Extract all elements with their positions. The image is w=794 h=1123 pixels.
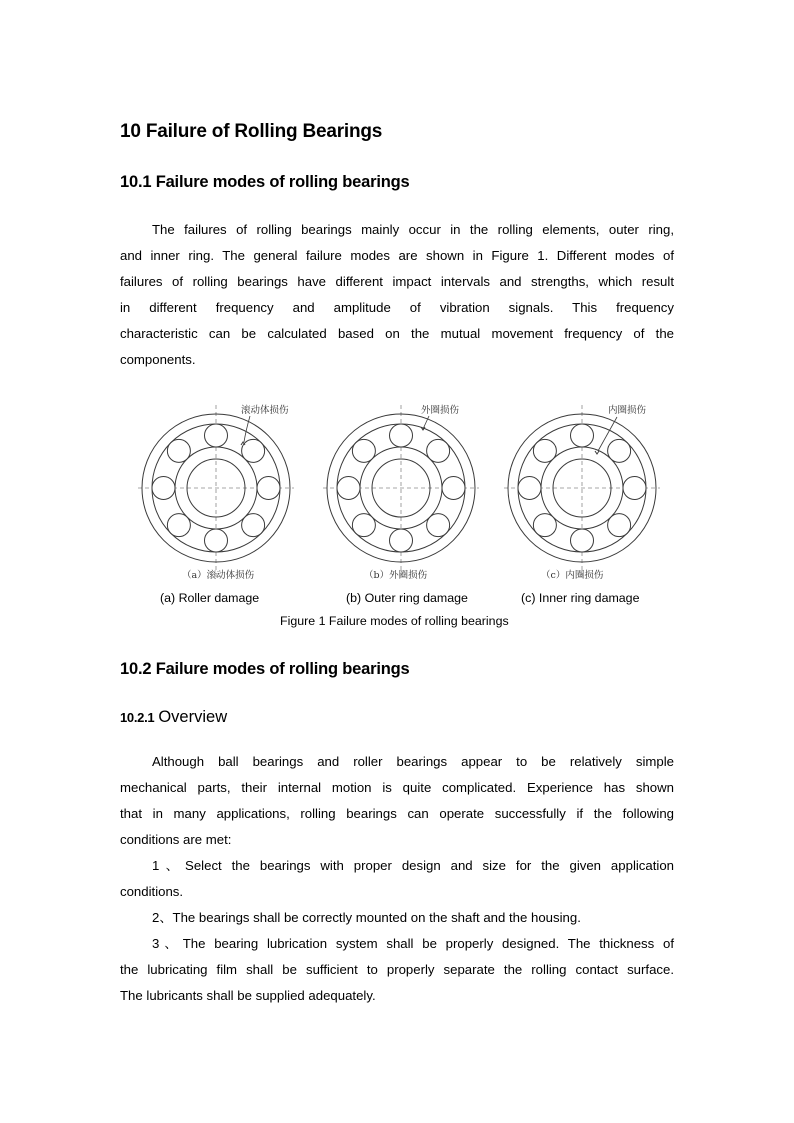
rolling-element	[533, 439, 556, 462]
inner-ring-bore	[187, 459, 245, 517]
subsection-number: 10.2.1	[120, 710, 155, 725]
list-item-1: 1、Select the bearings with proper design and size for the given application	[152, 858, 674, 873]
inner-ring-bore	[372, 459, 430, 517]
text-line: characteristic can be calculated based on the mutual movement frequency of the	[120, 326, 674, 341]
rolling-element	[242, 514, 265, 537]
list-item-1-continuation: conditions.	[120, 884, 184, 899]
list-item-3-continuation: The lubricants shall be supplied adequately.	[120, 988, 376, 1003]
rolling-element	[623, 477, 646, 500]
rolling-element	[205, 424, 228, 447]
text-line: mechanical parts, their internal motion is quite complicated. Experience has shown	[120, 780, 674, 795]
text-line: conditions are met:	[120, 832, 232, 847]
inner-ring-raceway	[175, 447, 257, 529]
section-heading-10-2: 10.2 Failure modes of rolling bearings	[120, 660, 410, 678]
list-item-3-continuation: the lubricating film shall be sufficient to properly separate the rolling contact surface.	[120, 962, 674, 977]
rolling-element	[608, 514, 631, 537]
rolling-element	[352, 514, 375, 537]
rolling-element	[533, 514, 556, 537]
rolling-element	[571, 424, 594, 447]
outer-ring-outer-edge	[508, 414, 656, 562]
panel-caption-a: (a) Roller damage	[160, 591, 260, 605]
inner-ring-raceway	[360, 447, 442, 529]
text-line: components.	[120, 352, 196, 367]
callout-label-roller-damage: 滚动体损伤	[241, 405, 289, 416]
list-item-3: 3、The bearing lubrication system shall be properly designed. The thickness of	[152, 936, 674, 951]
text-line: that in many applications, rolling bearings can operate successfully if the following	[120, 806, 674, 821]
rolling-element	[167, 514, 190, 537]
inner-ring-damage-notch	[595, 451, 599, 454]
roller-damage-notch	[241, 442, 245, 445]
rolling-element	[427, 439, 450, 462]
figure-caption: Figure 1 Failure modes of rolling bearings	[280, 614, 509, 628]
rolling-element	[205, 529, 228, 552]
rolling-element	[337, 477, 360, 500]
text-line: Although ball bearings and roller bearings appear to be relatively simple	[152, 754, 674, 769]
sub-caption-cn-c: （c）内圈损伤	[541, 570, 604, 581]
outer-ring-raceway	[518, 424, 646, 552]
subsection-title: Overview	[158, 708, 228, 726]
rolling-element	[152, 477, 175, 500]
sub-caption-cn-b: （b）外圈损伤	[364, 570, 428, 581]
paragraph-failure-intro	[120, 217, 674, 373]
panel-caption-b: (b) Outer ring damage	[346, 591, 468, 605]
rolling-element	[518, 477, 541, 500]
outer-ring-outer-edge	[142, 414, 290, 562]
subsection-heading-10-2-1	[120, 708, 227, 727]
inner-ring-bore	[553, 459, 611, 517]
rolling-element	[167, 439, 190, 462]
list-item-2: 2、The bearings shall be correctly mounted on the shaft and the housing.	[152, 910, 581, 925]
inner-ring-damage-leader-line	[598, 417, 617, 451]
outer-ring-raceway	[152, 424, 280, 552]
roller-damage-leader-line	[244, 416, 250, 442]
rolling-element	[352, 439, 375, 462]
rolling-element	[257, 477, 280, 500]
text-line: in different frequency and amplitude of vibration signals. This frequency	[120, 300, 674, 315]
callout-label-inner-ring-damage: 内圈损伤	[608, 405, 647, 416]
rolling-element	[608, 439, 631, 462]
rolling-element	[571, 529, 594, 552]
callout-label-outer-ring-damage: 外圈损伤	[421, 405, 460, 416]
rolling-element	[442, 477, 465, 500]
inner-ring-raceway	[541, 447, 623, 529]
text-line: failures of rolling bearings have different impact intervals and strengths, which result	[120, 274, 674, 289]
section-heading-10-1: 10.1 Failure modes of rolling bearings	[120, 173, 410, 191]
chapter-title: 10 Failure of Rolling Bearings	[120, 121, 383, 142]
outer-ring-outer-edge	[327, 414, 475, 562]
rolling-element	[390, 424, 413, 447]
text-line: and inner ring. The general failure modes are shown in Figure 1. Different modes of	[120, 248, 674, 263]
paragraph-overview	[120, 749, 674, 1009]
outer-ring-damage-notch	[421, 427, 425, 430]
sub-caption-cn-a: （a）滚动体损伤	[182, 570, 255, 581]
rolling-element	[390, 529, 413, 552]
outer-ring-damage-leader-line	[423, 416, 429, 429]
rolling-element	[427, 514, 450, 537]
panel-caption-c: (c) Inner ring damage	[521, 591, 640, 605]
rolling-element	[242, 439, 265, 462]
text-line: The failures of rolling bearings mainly occur in the rolling elements, outer ring,	[152, 222, 674, 237]
outer-ring-raceway	[337, 424, 465, 552]
